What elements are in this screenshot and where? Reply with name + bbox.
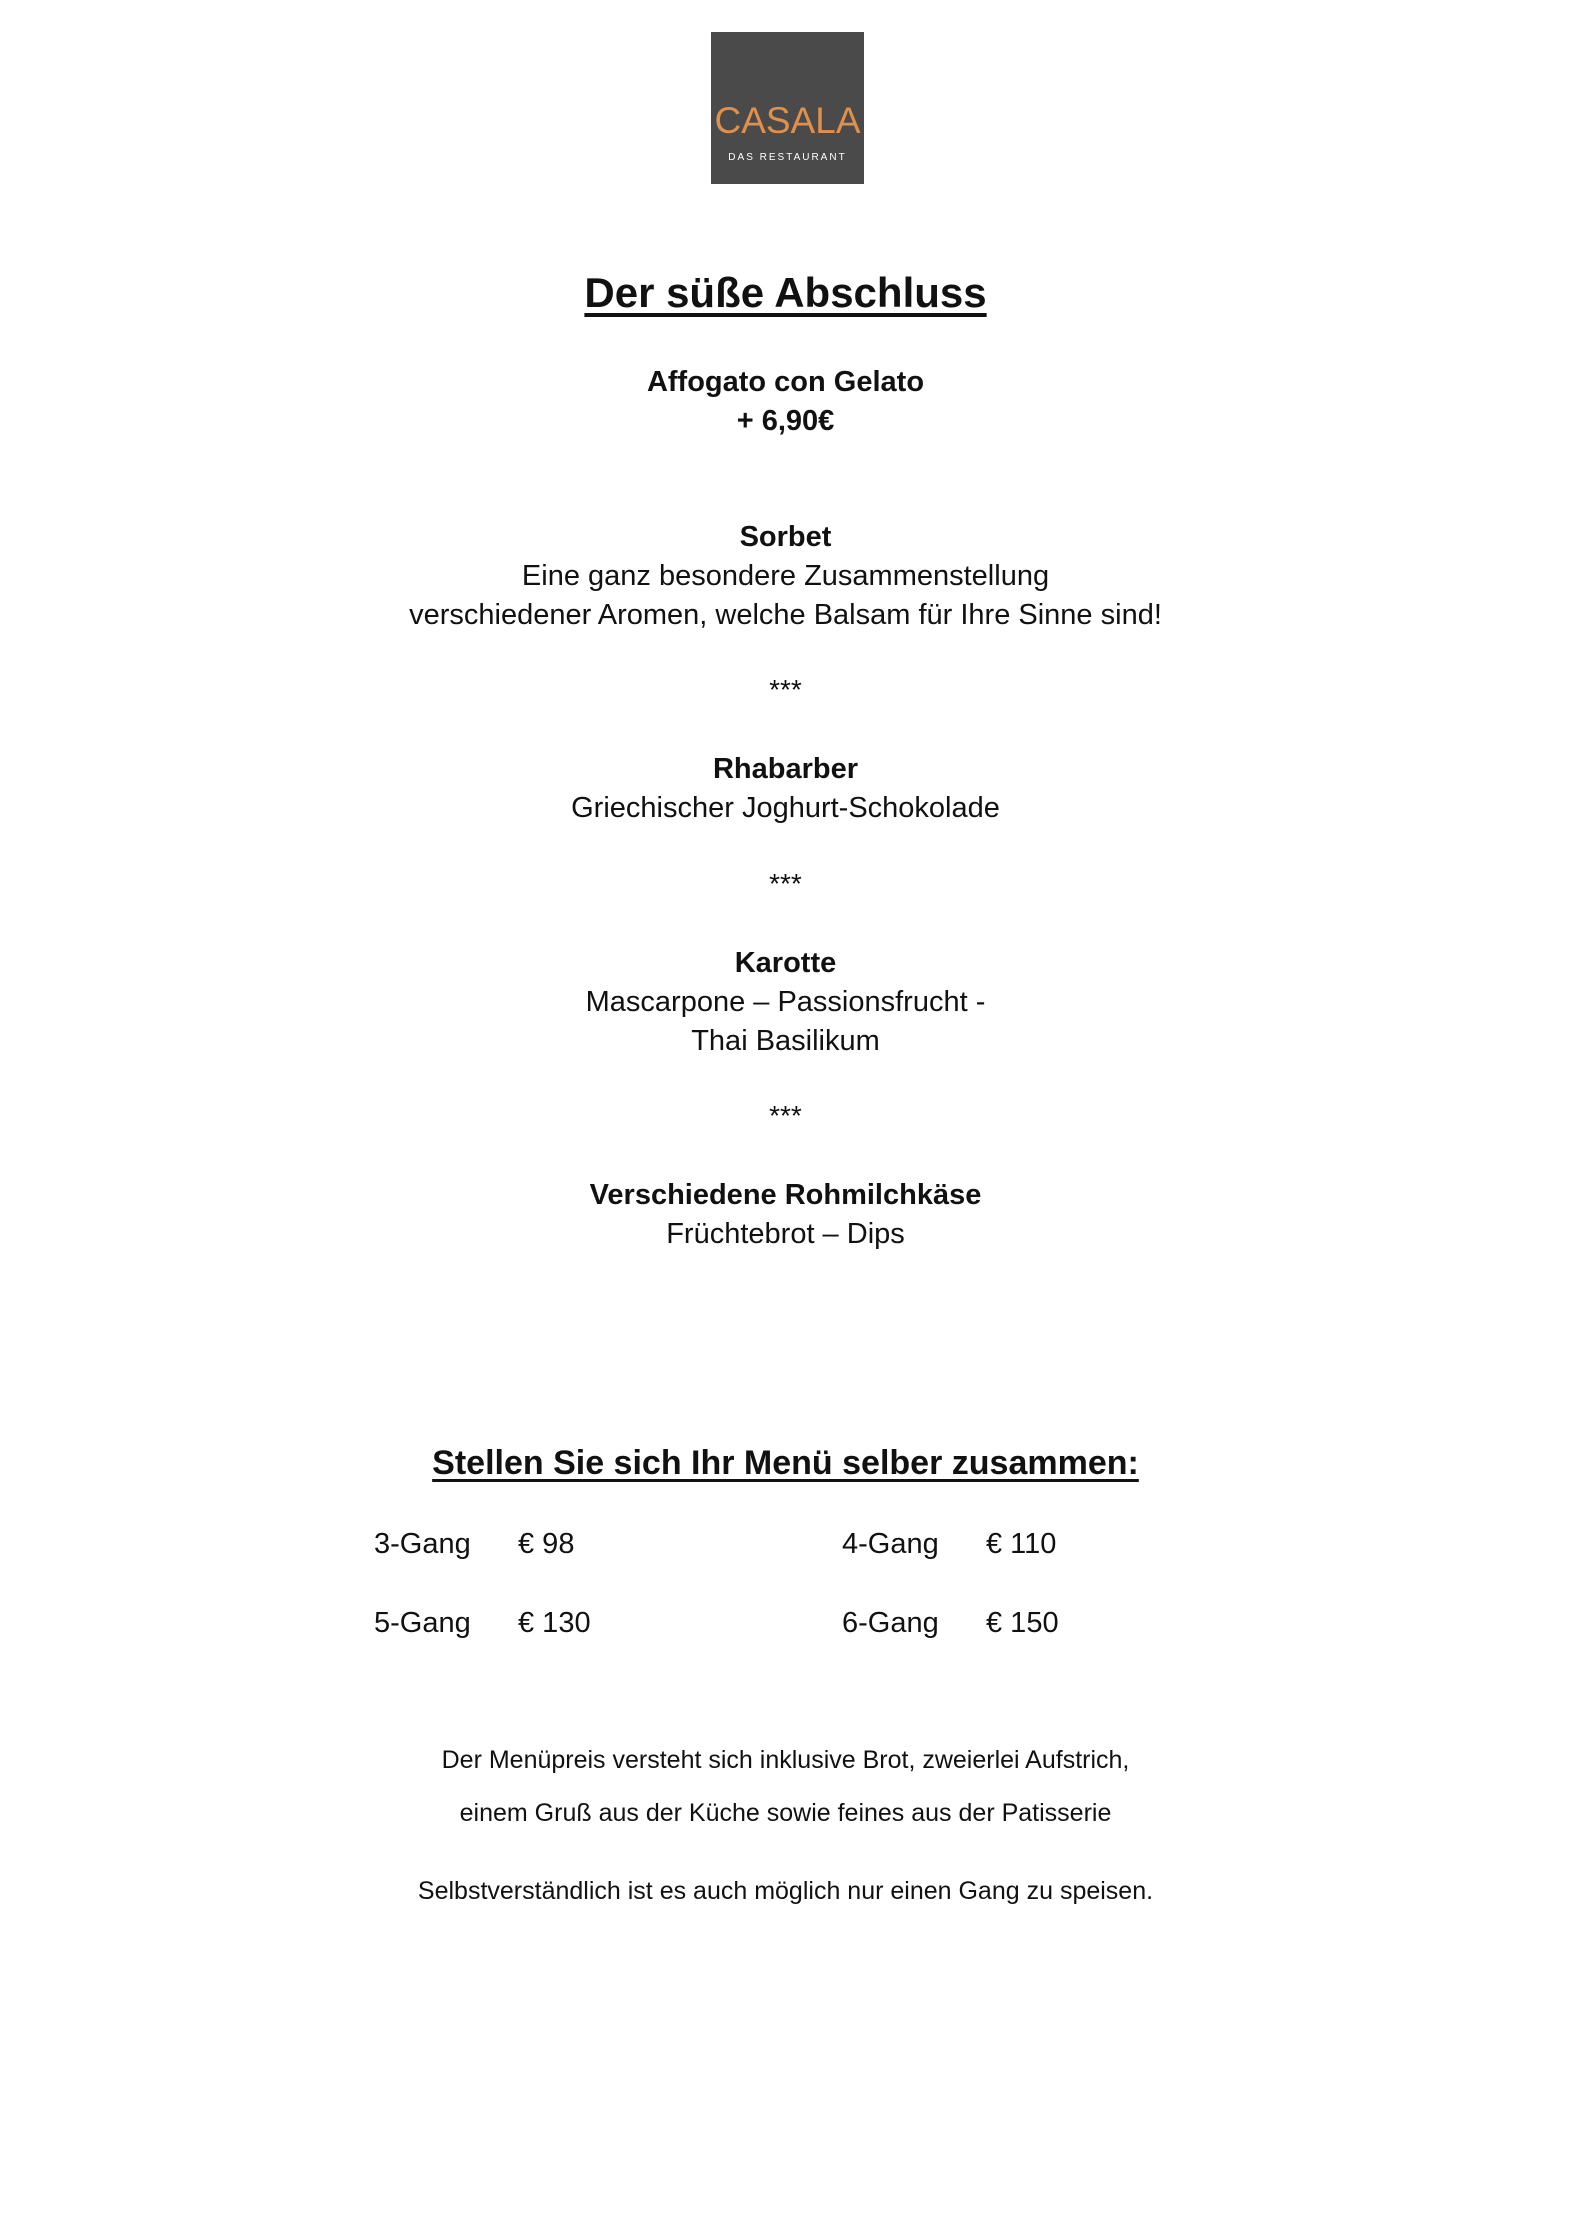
menu-price: € 98 xyxy=(518,1528,575,1560)
menu-course: 6-Gang xyxy=(842,1607,939,1639)
karotte-description-line-1: Mascarpone – Passionsfrucht - xyxy=(585,986,986,1018)
note-line-1: Der Menüpreis versteht sich inklusive Brot, zweierlei Aufstrich, xyxy=(441,1746,1130,1774)
sorbet-description-line-2: verschiedener Aromen, welche Balsam für Ihre Sinne sind! xyxy=(409,599,1162,631)
affogato-name: Affogato con Gelato xyxy=(646,366,925,398)
note-line-2: einem Gruß aus der Küche sowie feines aus der Patisserie xyxy=(459,1799,1112,1827)
menu-course: 3-Gang xyxy=(374,1528,471,1560)
restaurant-logo xyxy=(711,32,864,184)
rhabarber-description: Griechischer Joghurt-Schokolade xyxy=(571,792,1000,824)
note-line-3: Selbstverständlich ist es auch möglich nur einen Gang zu speisen. xyxy=(417,1877,1154,1905)
menu-price: € 110 xyxy=(986,1528,1057,1560)
separator: *** xyxy=(769,868,802,899)
kaese-name: Verschiedene Rohmilchkäse xyxy=(589,1179,982,1211)
karotte-description-line-2: Thai Basilikum xyxy=(691,1025,880,1057)
menu-heading: Stellen Sie sich Ihr Menü selber zusammen: xyxy=(432,1444,1139,1482)
menu-price: € 130 xyxy=(518,1607,591,1639)
logo-subtitle: DAS RESTAURANT xyxy=(728,152,847,163)
kaese-description: Früchtebrot – Dips xyxy=(666,1218,905,1250)
menu-course: 4-Gang xyxy=(842,1528,939,1560)
affogato-price: + 6,90€ xyxy=(736,405,835,437)
sorbet-name: Sorbet xyxy=(739,521,832,553)
separator: *** xyxy=(769,674,802,705)
menu-price: € 150 xyxy=(986,1607,1059,1639)
sorbet-description-line-1: Eine ganz besondere Zusammenstellung xyxy=(521,560,1050,592)
karotte-name: Karotte xyxy=(734,947,837,979)
page-title: Der süße Abschluss xyxy=(584,269,987,316)
logo-name: CASALA xyxy=(714,100,861,141)
rhabarber-name: Rhabarber xyxy=(712,753,859,785)
menu-course: 5-Gang xyxy=(374,1607,471,1639)
separator: *** xyxy=(769,1100,802,1131)
